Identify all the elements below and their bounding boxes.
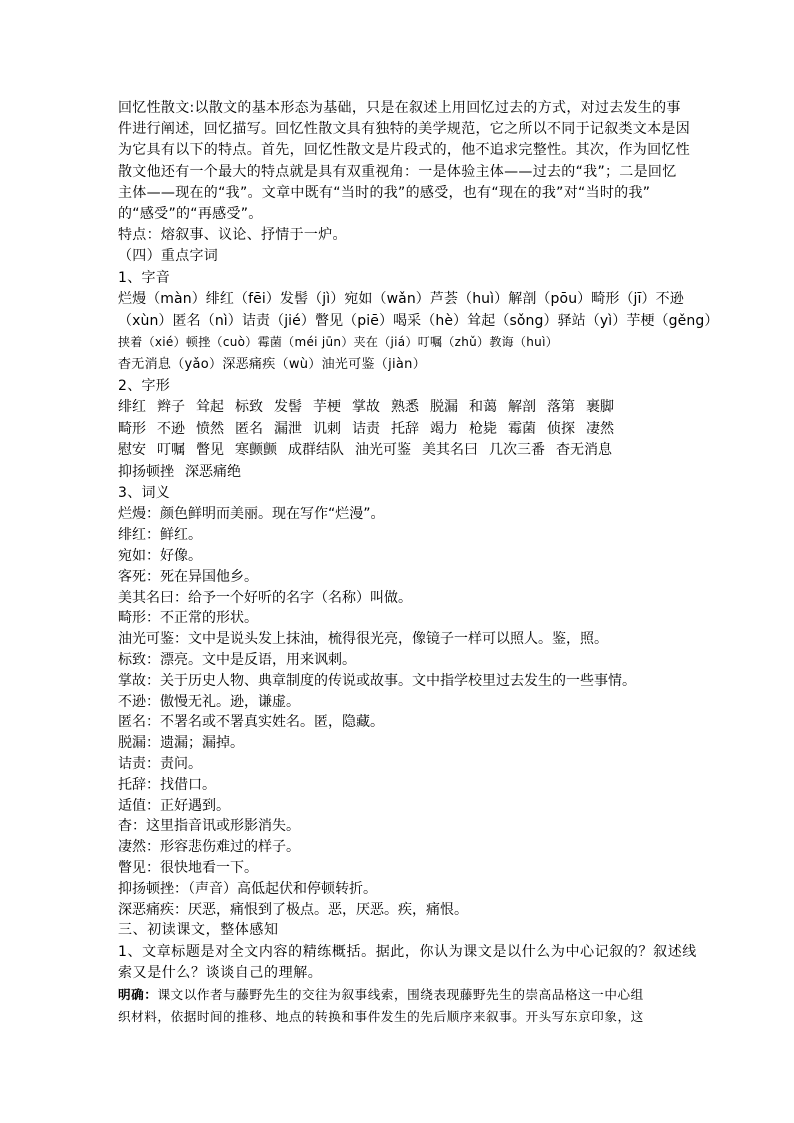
glyph-word: 瞥见	[196, 442, 224, 459]
glyph-word: 寒颤颤	[235, 442, 277, 459]
glyph-word: 油光可鉴	[355, 442, 411, 459]
glyph-word: 诘责	[352, 420, 380, 437]
glyph-word: 几次三番	[489, 442, 545, 459]
pronunciation-line: 杳无消息（yǎo）深恶痛疾（wù）油光可鉴（jiàn）	[118, 357, 427, 373]
glyph-word: 不逊	[157, 420, 185, 437]
meaning-item: 掌故：关于历史人物、典章制度的传说或故事。文中指学校里过去发生的一些事情。	[118, 672, 636, 689]
answer-line	[118, 984, 680, 1006]
glyph-word: 叮嘱	[157, 442, 185, 459]
answer-line: 织材料，依据时间的推移、地点的转换和事件发生的先后顺序来叙事。开头写东京印象，这	[118, 1008, 644, 1024]
text-line: 件进行阐述，回忆描写。回忆性散文具有独特的美学规范，它之所以不同于记叙类文本是因	[118, 121, 690, 138]
glyph-word: 漏泄	[274, 420, 302, 437]
glyph-row	[118, 397, 680, 419]
meaning-item: 适值：正好遇到。	[118, 797, 230, 814]
meaning-item: 瞥见：很快地看一下。	[118, 859, 258, 876]
glyph-word: 抑扬顿挫	[118, 463, 174, 480]
features-line: 特点：熔叙事、议论、抒情于一炉。	[118, 227, 347, 244]
glyph-word: 熟悉	[391, 399, 419, 416]
text-line: 为它具有以下的特点。首先，回忆性散文是片段式的，他不追求完整性。其次，作为回忆性	[118, 142, 690, 159]
glyph-word: 讥刺	[313, 420, 341, 437]
reading-section	[118, 920, 697, 984]
glyph-row	[118, 462, 680, 484]
meaning-item: 美其名曰：给予一个好听的名字（名称）叫做。	[118, 589, 412, 606]
glyph-word: 侦探	[547, 420, 575, 437]
glyph-word: 深恶痛绝	[185, 463, 241, 480]
glyphs-heading: 2、字形	[118, 378, 171, 395]
glyph-word: 托辞	[391, 420, 419, 437]
glyph-word: 脱漏	[430, 399, 458, 416]
glyph-word: 辫子	[157, 399, 185, 416]
glyph-word: 匿名	[235, 420, 263, 437]
glyph-word: 美其名曰	[422, 442, 478, 459]
glyph-word: 标致	[235, 399, 263, 416]
meanings-heading-block	[118, 483, 680, 504]
meaning-item: 诘责：责问。	[118, 755, 202, 772]
pronunciation-line: 挟着（xié）顿挫（cuò）霉菌（méi jūn）夹在（jiá）叮嘱（zhǔ）教诲（huì）	[118, 335, 559, 350]
meaning-item: 不逊：傲慢无礼。逊，谦虚。	[118, 693, 300, 710]
meaning-item: 绯红：鲜红。	[118, 527, 202, 544]
glyph-row	[118, 419, 680, 441]
meaning-item: 烂熳：颜色鲜明而美丽。现在写作“烂漫”。	[118, 506, 385, 523]
meanings-heading: 3、词义	[118, 485, 171, 502]
glyph-word: 落第	[547, 399, 575, 416]
meaning-item: 杳：这里指音讯或形影消失。	[118, 818, 300, 835]
glyph-word-list	[118, 397, 680, 483]
pronunciation-line: 烂熳（màn）绯红（fēi）发髻（jì）宛如（wǎn）芦荟（huì）解剖（pōu）畸形（jī）不逊	[118, 290, 684, 307]
meaning-item: 深恶痛疾：厌恶，痛恨到了极点。恶，厌恶。疾，痛恨。	[118, 901, 468, 918]
glyph-word: 发髻	[274, 399, 302, 416]
pronunciation-heading: 1、字音	[118, 269, 171, 286]
meaning-list	[118, 504, 680, 920]
question-line: 1、文章标题是对全文内容的精练概括。据此，你认为课文是以什么为中心记叙的？叙述线	[118, 943, 697, 960]
glyph-word: 解剖	[508, 399, 536, 416]
glyph-word: 枪毙	[469, 420, 497, 437]
glyph-word: 霉菌	[508, 420, 536, 437]
meaning-item: 油光可鉴：文中是说头发上抹油，梳得很光亮，像镜子一样可以照人。鉴，照。	[118, 631, 608, 648]
text-line: 主体——现在的“我”。文章中既有“当时的我”的感受，也有“现在的我”对“当时的我”	[118, 184, 651, 201]
glyph-word: 凄然	[586, 420, 614, 437]
glyph-word: 慰安	[118, 442, 146, 459]
meaning-item: 脱漏：遗漏；漏掉。	[118, 735, 244, 752]
meaning-item: 托辞：找借口。	[118, 776, 216, 793]
pronunciation-line: （xùn）匿名（nì）诘责（jié）瞥见（piē）喝采（hè）耸起（sǒng）驿站（yì）芋梗（gěng）	[118, 312, 719, 329]
meaning-item: 标致：漂亮。文中是反语，用来讽刺。	[118, 652, 356, 668]
intro-paragraph	[118, 98, 690, 289]
pronunciation-block	[118, 289, 719, 376]
document-page	[118, 98, 719, 1028]
glyph-word: 绯红	[118, 399, 146, 416]
meaning-item: 畸形：不正常的形状。	[118, 610, 258, 627]
section-heading-reading: 三、初读课文，整体感知	[118, 922, 279, 939]
meaning-item: 抑扬顿挫：（声音）高低起伏和停顿转折。	[118, 880, 377, 897]
glyph-word: 愤然	[196, 420, 224, 437]
glyph-word: 裹脚	[586, 399, 614, 416]
meaning-item: 客死：死在异国他乡。	[118, 568, 258, 585]
text-line: 回忆性散文:以散文的基本形态为基础，只是在叙述上用回忆过去的方式，对过去发生的事	[118, 100, 681, 116]
text-line: 散文他还有一个最大的特点就是具有双重视角：一是体验主体——过去的“我”；二是回忆	[118, 163, 677, 180]
glyph-word: 掌故	[352, 399, 380, 416]
glyph-word: 芋梗	[313, 399, 341, 416]
glyph-row	[118, 440, 680, 462]
answer-text: 课文以作者与藤野先生的交往为叙事线索，围绕表现藤野先生的崇高品格这一中心组	[157, 986, 644, 1002]
answer-paragraph	[118, 984, 680, 1028]
meaning-item: 凄然：形容悲伤难过的样子。	[118, 839, 300, 856]
glyph-word: 杳无消息	[556, 442, 612, 459]
glyph-word: 耸起	[196, 399, 224, 416]
meaning-item: 匿名：不署名或不署真实姓名。匿，隐藏。	[118, 714, 384, 731]
glyph-word: 成群结队	[288, 442, 344, 459]
glyph-word: 和蔼	[469, 399, 497, 416]
glyph-word: 竭力	[430, 420, 458, 437]
answer-label: 明确：	[118, 986, 158, 1002]
question-line: 索又是什么？谈谈自己的理解。	[118, 964, 323, 981]
glyphs-heading-block	[118, 376, 680, 397]
section-heading-keywords: （四）重点字词	[118, 248, 219, 265]
meaning-item: 宛如：好像。	[118, 548, 202, 565]
glyph-word: 畸形	[118, 420, 146, 437]
text-line: 的“感受”的“再感受”。	[118, 206, 263, 223]
